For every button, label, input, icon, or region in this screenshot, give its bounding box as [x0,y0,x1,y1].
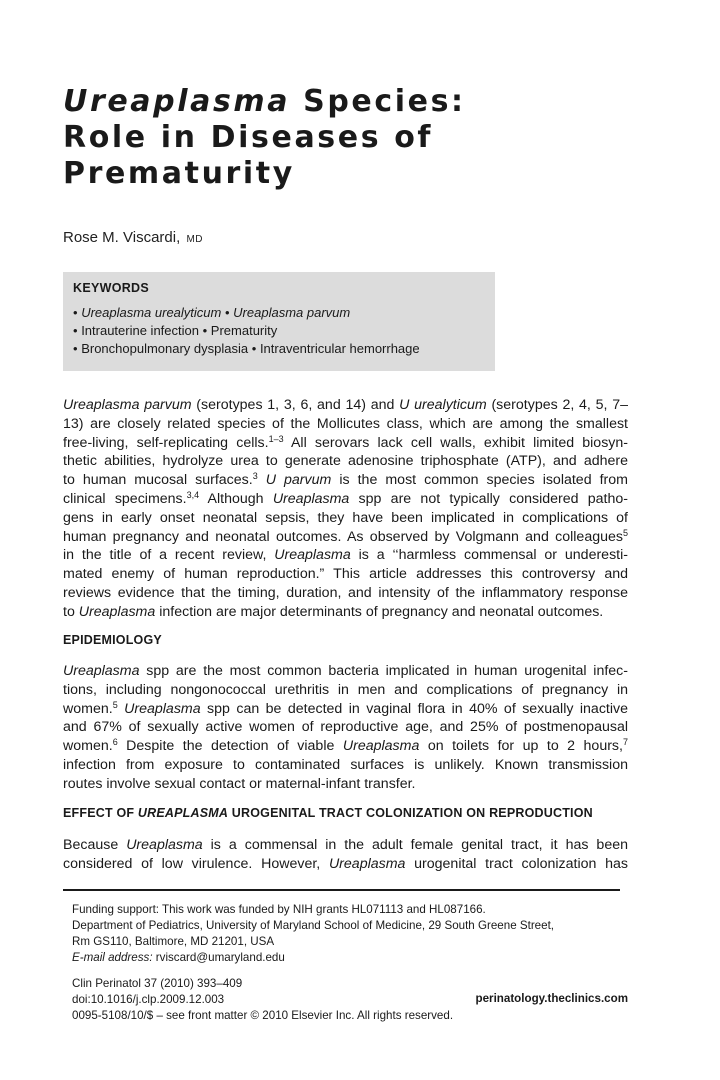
epidemiology-paragraph [63,662,628,794]
keyword: Ureaplasma urealyticum [81,305,222,320]
text-line: 13) are closely related species of the Mollicutes class, which are among the smallest [63,415,628,432]
bullet-icon: • [73,305,78,320]
author-name: Rose M. Viscardi, [63,229,181,246]
text-line: Because Ureaplasma is a commensal in the adult female genital tract, it has been [63,837,628,853]
keywords-line-3 [73,341,420,356]
email-note [72,950,285,966]
text-line: gens in early onset neonatal sepsis, they have been implicated in complications of [63,509,628,526]
text-line: to Ureaplasma infection are major determinants of pregnancy and neonatal outcomes. [63,603,604,620]
keyword: Intrauterine infection [81,323,199,338]
keyword: Ureaplasma parvum [233,305,351,320]
footnote-divider [63,889,620,891]
bullet-icon: • [73,341,78,356]
text-line: infection from exposure to contaminated surfaces is unlikely. Known transmission [63,756,628,773]
email-link[interactable]: rviscard@umaryland.edu [155,951,285,964]
keywords-line-2 [73,323,277,338]
text-line: thetic abilities, hydrolyze urea to generate adenosine triphosphate (ATP), and adhere [63,453,628,470]
text-line: and 67% of sexually active women of reproductive age, and 25% of postmenopausal [63,719,628,736]
title-line-3: Prematurity [63,156,295,191]
text-line: women.$^6$ Despite the detection of viable Ureaplasma on toilets for up to 2 hours,$^7$ [63,737,628,755]
text-line: routes involve sexual contact or maternal-infant transfer. [63,775,416,792]
journal-website-link[interactable]: perinatology.theclinics.com [475,992,628,1005]
funding-note: Funding support: This work was funded by NIH grants HL071113 and HL087166. [72,903,486,916]
text-line: mated enemy of human reproduction.” This article addresses this controversy and [63,566,628,583]
keyword: Bronchopulmonary dysplasia [81,341,249,356]
keywords-line-1 [73,305,350,320]
text-line: free-living, self-replicating cells.$^{1-3}$ All serovars lack cell walls, exhibit limited biosyn- [63,433,628,451]
affiliation-note: Department of Pediatrics, University of Maryland School of Medicine, 29 South Greene Street, [72,919,555,932]
email-label: E-mail address: [72,951,153,964]
title-line-2: Role in Diseases of [63,120,434,155]
text-line: Ureaplasma spp are the most common bacteria implicated in human urogenital infec- [63,663,628,679]
doi: doi:10.1016/j.clp.2009.12.003 [72,993,225,1006]
section-heading-epidemiology: EPIDEMIOLOGY [63,633,162,647]
effect-paragraph [63,836,628,874]
text-line: considered of low virulence. However, Ureaplasma urogenital tract colonization has [63,855,628,872]
keywords-box [63,272,495,371]
title-line-1: Ureaplasma Species: [63,84,466,119]
keyword: Prematurity [210,323,278,338]
address-note: Rm GS110, Baltimore, MD 21201, USA [72,935,275,948]
bullet-icon: • [251,341,257,356]
author-line [63,229,203,246]
section-heading-effect: EFFECT OF UREAPLASMA UROGENITAL TRACT COLONIZATION ON REPRODUCTION [63,806,593,820]
text-line: reviews evidence that the timing, duration, and intensity of the inflammatory response [63,584,628,601]
text-line: human pregnancy and neonatal outcomes. As observed by Volgmann and colleagues$^5$ [63,527,628,545]
copyright-line: 0095-5108/10/$ – see front matter © 2010 Elsevier Inc. All rights reserved. [72,1009,454,1022]
text-line: women.$^5$ Ureaplasma spp can be detected in vaginal flora in 40% of sexually inactive [63,699,628,717]
intro-paragraph [63,396,628,622]
keywords-heading: KEYWORDS [73,281,150,295]
journal-citation: Clin Perinatol 37 (2010) 393–409 [72,977,243,990]
bullet-icon: • [224,305,230,320]
bullet-icon: • [202,323,208,338]
text-line: Ureaplasma parvum (serotypes 1, 3, 6, and 14) and U urealyticum (serotypes 2, 4, 5, 7– [63,397,628,413]
keyword: Intraventricular hemorrhage [259,341,420,356]
text-line: to human mucosal surfaces.$^3$ U parvum is the most common species isolated from [63,471,628,489]
text-line: clinical specimens.$^{3,4}$ Although Ureaplasma spp are not typically considered patho- [63,489,628,507]
bullet-icon: • [73,323,78,338]
text-line: tions, including nongonococcal urethritis in men and complications of pregnancy in [63,681,628,698]
author-degree: MD [186,234,203,245]
article-title [63,84,663,192]
text-line: in the title of a recent review, Ureaplasma is a ‘‘harmless commensal or underesti- [63,547,628,564]
